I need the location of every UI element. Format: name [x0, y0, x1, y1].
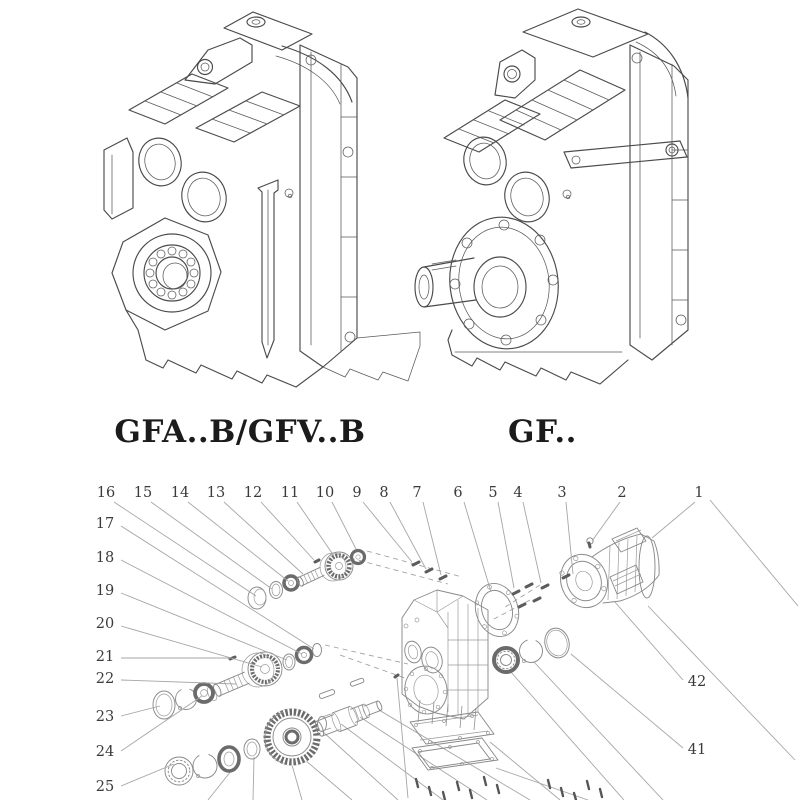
callout-9: 9: [352, 485, 362, 501]
callout-41: 41: [687, 742, 707, 758]
motor-drawing: [553, 528, 659, 614]
callout-42: 42: [687, 674, 707, 690]
leader-line-4: [523, 502, 541, 583]
callout-10: 10: [315, 485, 335, 501]
leader-line-1: [652, 502, 695, 538]
callout-6: 6: [453, 485, 463, 501]
leader-line-6: [464, 502, 491, 592]
callout-19: 19: [95, 583, 115, 599]
housing-flange-holes: [404, 667, 447, 714]
callout-4: 4: [513, 485, 523, 501]
housing-drawing: [400, 590, 488, 719]
output-bearing-rings: [494, 625, 572, 672]
callout-5: 5: [488, 485, 498, 501]
leader-line-14: [188, 502, 288, 581]
leader-line-41: [571, 654, 683, 748]
callout-24: 24: [95, 744, 115, 760]
callout-15: 15: [133, 485, 153, 501]
leader-line-15: [151, 502, 272, 589]
callout-7: 7: [412, 485, 422, 501]
callout-23: 23: [95, 709, 115, 725]
cover-ring: [469, 578, 526, 642]
leader-line-42: [614, 601, 683, 680]
bearing-rollers: [146, 247, 198, 299]
leader-line-5: [498, 502, 514, 588]
leader-line-7: [423, 502, 441, 575]
output-gear-parts: [165, 678, 385, 785]
callout-16: 16: [96, 485, 116, 501]
model-label-left: GFA..B/GFV..B: [114, 414, 366, 450]
input-shaft-parts: [248, 551, 365, 610]
leader-line-18: [121, 560, 302, 654]
callout-21: 21: [95, 649, 115, 665]
gearbox-drawing-left: [104, 12, 420, 387]
leader-line-20: [121, 626, 262, 667]
model-label-right: GF..: [508, 414, 577, 450]
intermediate-gear-parts: [153, 644, 322, 720]
callout-8: 8: [379, 485, 389, 501]
callout-12: 12: [243, 485, 263, 501]
gearbox-drawing-right: [415, 9, 688, 384]
pan-bolts: [416, 777, 602, 800]
callout-13: 13: [206, 485, 226, 501]
callout-14: 14: [170, 485, 190, 501]
exploded-view: [96, 485, 798, 800]
callout-1: 1: [694, 485, 704, 501]
callout-18: 18: [95, 550, 115, 566]
leader-line-2: [592, 502, 620, 541]
callout-25: 25: [95, 779, 115, 795]
leader-line-9: [363, 502, 412, 562]
callout-2: 2: [617, 485, 627, 501]
fastener-bolts: [395, 562, 569, 677]
leader-line-22: [121, 680, 236, 684]
leader-line-24: [121, 696, 202, 751]
callout-20: 20: [95, 616, 115, 632]
callout-11: 11: [280, 485, 300, 501]
leader-line-3: [566, 502, 573, 574]
callout-17: 17: [95, 516, 115, 532]
callout-3: 3: [557, 485, 567, 501]
leader-line-10: [332, 502, 356, 549]
gasket-and-pan: [410, 700, 602, 800]
leader-line-16: [114, 502, 256, 596]
leader-line-12: [261, 502, 314, 560]
callout-22: 22: [95, 671, 115, 687]
